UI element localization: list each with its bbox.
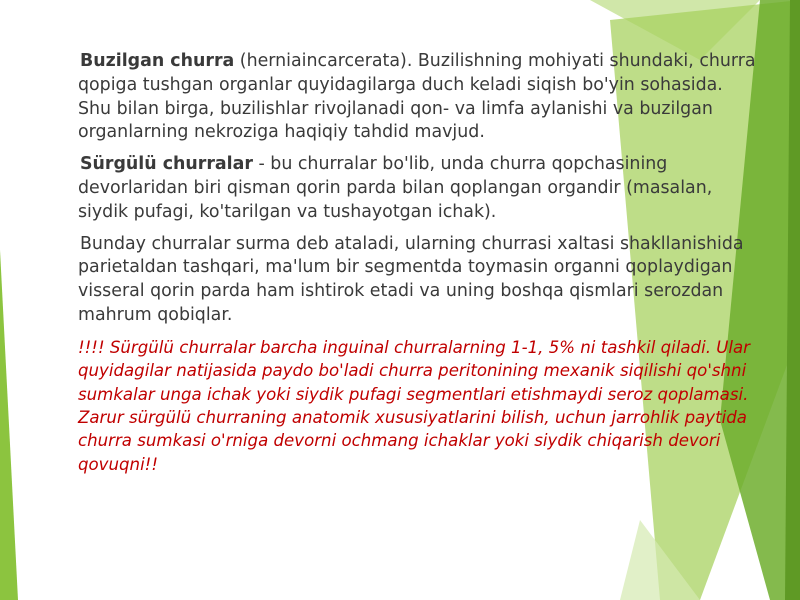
term-strangulated-hernia: Buzilgan churra <box>80 51 235 71</box>
paragraph-text: (herniaincarcerata). Buzilishning mohiyati shundaki, churra qopiga tushgan organlar quyidagilarga duch keladi siqish bo'yin sohasida. Shu bilan birga, buzilishlar rivojlanadi qon- va limfa aylanishi va buzilgan organlarning nekroziga haqiqiy tahdid mavjud. <box>78 51 756 143</box>
paragraph-text: Bunday churralar surma deb ataladi, ularning churrasi xaltasi shakllanishida parietaldan tashqari, ma'lum bir segmentda toymasin organni qoplaydigan visseral qorin parda ham ishtirok etadi va uning boshqa qismlari serozdan mahrum qobiqlar. <box>78 233 744 325</box>
term-sliding-hernia: Sürgülü churralar <box>80 154 253 175</box>
paragraph-sliding-explanation <box>78 233 758 328</box>
slide-content <box>78 50 758 476</box>
paragraph-text: - bu churralar bo'lib, unda churra qopchasining devorlaridan biri qisman qorin parda bilan qoplangan organdir (masalan, siydik pufagi, ko'tarilgan va tushayotgan ichak). <box>78 154 713 222</box>
paragraph-sliding-hernia <box>78 153 758 224</box>
paragraph-strangulated-hernia <box>78 50 758 145</box>
note-warning: !!!! Sürgülü churralar barcha inguinal churralarning 1-1, 5% ni tashkil qiladi. Ular quyidagilar natijasida paydo bo'ladi churra peritonining mexanik siqilishi qo'shni sumkalar unga ichak yoki siydik pufagi segmentlari etishmaydi seroz qoplamasi. Zarur sürgülü churraning anatomik xususiyatlarini bilish, uchun jarrohlik paytida churra sumkasi o'rniga devorni ochmang ichaklar yoki siydik chiqarish devori qovuqni!! <box>78 337 750 474</box>
left-green-strip <box>0 250 18 600</box>
